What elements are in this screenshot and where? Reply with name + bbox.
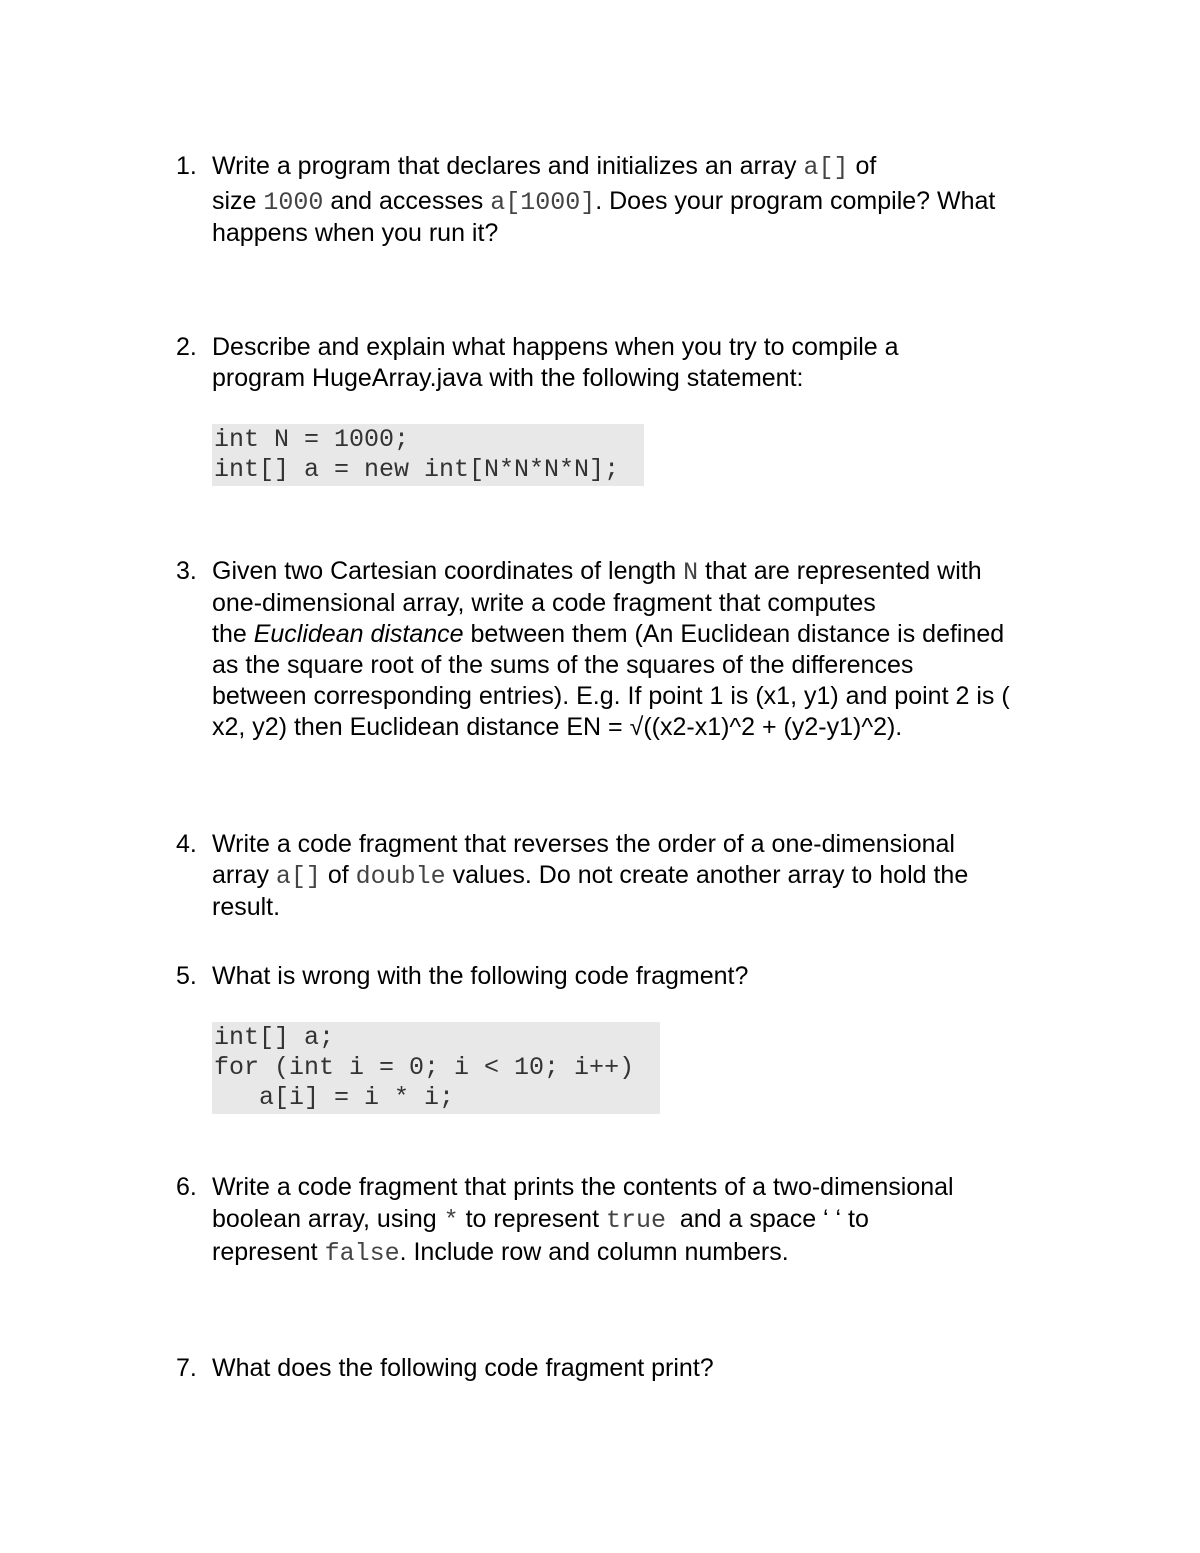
- question-2: [176, 332, 1076, 486]
- question-number: 4.: [176, 830, 197, 858]
- code-block: [212, 424, 644, 486]
- question-4: [176, 829, 1076, 923]
- question-number: 3.: [176, 557, 197, 585]
- code-line: int[] a = new int[N*N*N*N];: [214, 455, 620, 484]
- inline-code: a[1000]: [490, 188, 596, 217]
- emphasized-term: Euclidean distance: [253, 620, 464, 648]
- code-block: [212, 1022, 660, 1114]
- question-text: Write a code fragment that reverses the order of a one-dimensional array a[] of double values. Do not create another array to hold the result.: [212, 830, 969, 921]
- question-text: Write a code fragment that prints the contents of a two-dimensional boolean array, using * to represent true and a space ‘ ‘ to represent false. Include row and column numbers.: [212, 1173, 954, 1268]
- question-number: 7.: [176, 1354, 197, 1382]
- question-number: 6.: [176, 1173, 197, 1201]
- inline-code: *: [443, 1206, 459, 1235]
- inline-code: double: [355, 862, 446, 891]
- question-3: [176, 556, 1086, 743]
- question-7: [176, 1353, 1076, 1384]
- inline-code: false: [324, 1239, 400, 1268]
- question-5: [176, 961, 1076, 1114]
- inline-code: a[]: [803, 153, 849, 182]
- code-line: int N = 1000;: [214, 425, 410, 454]
- question-text: Describe and explain what happens when you try to compile a program HugeArray.java with the following statement: int N = 1000; int[] a = new int[N*N*N*N];: [212, 333, 899, 484]
- question-text: Given two Cartesian coordinates of length N that are represented with one-dimensional array, write a code fragment that computes the Euclidean distance between them (An Euclidean distance is defined as the square root of the sums of the squares of the differences between corresponding entries). E.g. If point 1 is (x1, y1) and point 2 is ( x2, y2) then Euclidean distance EN = √((x2-x1)^2 + (y2-y1)^2).: [212, 557, 1010, 741]
- question-text: Write a program that declares and initializes an array a[] of size 1000 and accesses a[1000]. Does your program compile? What happens when you run it?: [212, 152, 996, 247]
- question-number: 5.: [176, 962, 197, 990]
- code-line: a[i] = i * i;: [214, 1083, 455, 1112]
- inline-code: N: [683, 558, 699, 587]
- inline-code: a[]: [275, 862, 321, 891]
- question-text: What is wrong with the following code fragment? int[] a; for (int i = 0; i < 10; i++) a[i] = i * i;: [212, 962, 749, 1112]
- code-line: for (int i = 0; i < 10; i++): [214, 1053, 635, 1082]
- question-text: What does the following code fragment print?: [212, 1354, 714, 1382]
- code-line: int[] a;: [214, 1023, 335, 1052]
- inline-code: true: [605, 1206, 666, 1235]
- question-6: [176, 1172, 1076, 1269]
- question-number: 2.: [176, 333, 197, 361]
- inline-code: 1000: [263, 188, 324, 217]
- question-1: [176, 151, 1076, 249]
- question-number: 1.: [176, 152, 197, 180]
